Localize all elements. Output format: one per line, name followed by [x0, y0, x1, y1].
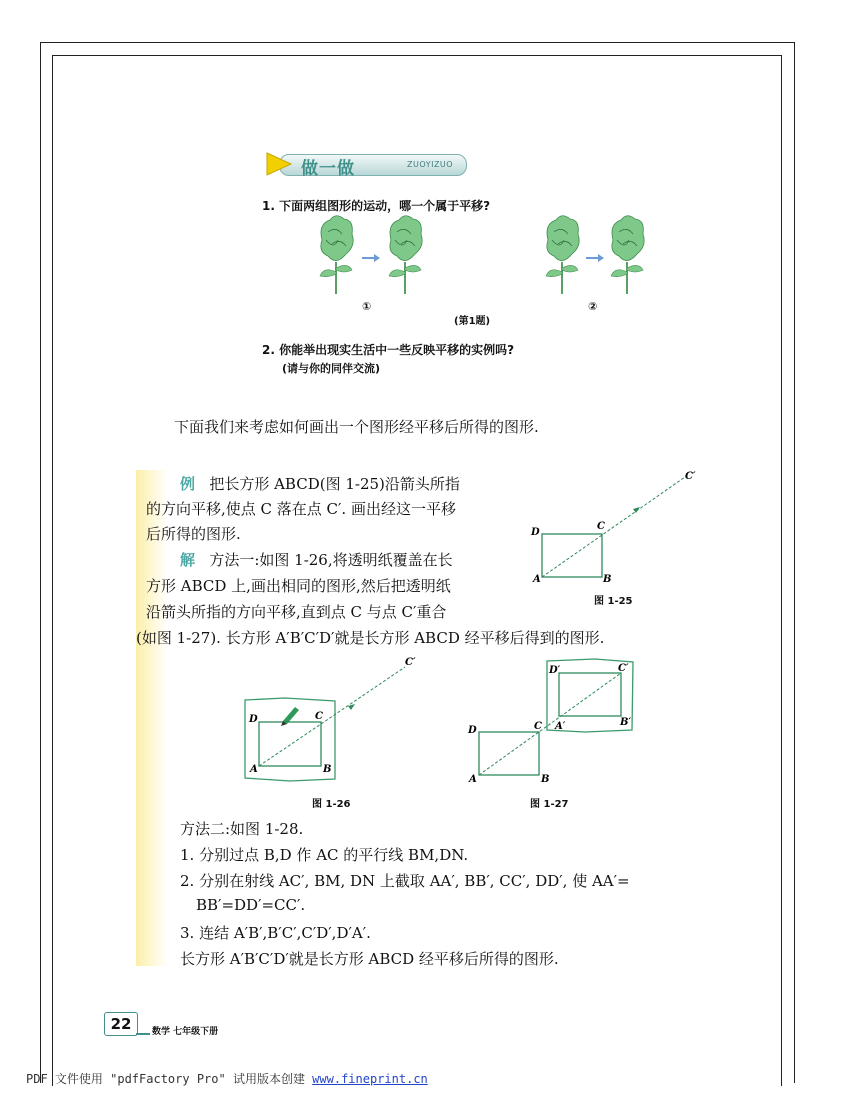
- example-highlight: [136, 470, 168, 966]
- label-b: B: [541, 774, 550, 785]
- exercise-question-1: 1. 下面两组图形的运动，哪一个属于平移?: [262, 199, 491, 213]
- solution-line-2: 方形 ABCD 上,画出相同的图形,然后把透明纸: [146, 577, 451, 595]
- intro-text: 下面我们来考虑如何画出一个图形经平移后所得的图形.: [174, 418, 539, 436]
- label-b-prime: B′: [620, 717, 632, 728]
- label-a-prime: A′: [555, 721, 566, 732]
- label-d: D: [468, 725, 477, 736]
- figure-1-26: [235, 655, 435, 785]
- figure-label-1: ①: [362, 300, 372, 313]
- label-c: C: [597, 521, 605, 532]
- flower-2b: [611, 216, 644, 294]
- figure-1-27-caption: 图 1-27: [530, 799, 569, 810]
- method2-step-3: 3. 连结 A′B′,B′C′,C′D′,D′A′.: [180, 924, 371, 942]
- solution-line-4: (如图 1-27). 长方形 A′B′C′D′就是长方形 ABCD 经平移后得到的图形.: [136, 629, 605, 647]
- section-banner: [265, 150, 465, 178]
- right-arrow-icon: [586, 254, 604, 262]
- label-a: A: [250, 764, 258, 775]
- translation-line: [479, 673, 621, 775]
- rectangle-a1b1c1d1: [559, 673, 621, 716]
- label-a: A: [469, 774, 477, 785]
- figure-1-27: [465, 655, 665, 795]
- flower-1a: [320, 216, 353, 294]
- flower-1b: [389, 216, 422, 294]
- method2-step-2b: BB′=DD′=CC′.: [196, 896, 306, 914]
- label-b: B: [603, 574, 612, 585]
- example-line-2: 的方向平移,使点 C 落在点 C′. 画出经这一平移: [146, 500, 456, 518]
- pencil-icon: [281, 707, 299, 726]
- flower-2a: [546, 216, 579, 294]
- label-d-prime: D′: [549, 665, 561, 676]
- pdf-link[interactable]: www.fineprint.cn: [312, 1072, 428, 1086]
- exercise-question-2-note: (请与你的同伴交流): [282, 362, 381, 375]
- solution-line-3: 沿箭头所指的方向平移,直到点 C 与点 C′重合: [146, 603, 447, 621]
- page-number-tab: [136, 1033, 150, 1035]
- label-b: B: [323, 764, 332, 775]
- translation-arrow-line: [542, 477, 685, 577]
- label-c-prime: C′: [618, 663, 629, 674]
- method2-conclusion: 长方形 A′B′C′D′就是长方形 ABCD 经平移后所得的图形.: [180, 950, 559, 968]
- figure-label-2: ②: [588, 300, 598, 313]
- label-d: D: [531, 527, 540, 538]
- example-keyword: 例: [180, 475, 196, 493]
- label-c-prime: C′: [685, 471, 696, 482]
- book-title: 数学 七年级下册: [152, 1027, 219, 1037]
- label-d: D: [249, 714, 258, 725]
- method2-step-1: 1. 分别过点 B,D 作 AC 的平行线 BM,DN.: [180, 846, 469, 864]
- banner-pinyin: ZUOYIZUO: [407, 160, 454, 169]
- label-a: A: [533, 574, 541, 585]
- translation-arrow-line: [259, 667, 405, 766]
- right-arrow-icon: [362, 254, 380, 262]
- solution-keyword: 解: [180, 551, 196, 569]
- figure-1-26-caption: 图 1-26: [312, 799, 351, 810]
- example-line-3: 后所得的图形.: [146, 525, 241, 543]
- label-c: C: [534, 721, 542, 732]
- label-c-prime: C′: [405, 657, 416, 668]
- flower-figures: [0, 210, 850, 320]
- solution-line-1: 解 方法一:如图 1-26,将透明纸覆盖在长: [180, 551, 453, 569]
- label-c: C: [315, 711, 323, 722]
- figure-1-25-caption: 图 1-25: [594, 596, 633, 607]
- banner-title: 做一做: [301, 159, 355, 179]
- figure-1-25: [525, 465, 705, 595]
- method2-step-2a: 2. 分别在射线 AC′, BM, DN 上截取 AA′, BB′, CC′, DD′, 使 AA′=: [180, 872, 630, 890]
- example-line-1: 例 把长方形 ABCD(图 1-25)沿箭头所指: [180, 475, 460, 493]
- play-arrow-icon: [265, 150, 295, 178]
- method2-title: 方法二:如图 1-28.: [180, 820, 304, 838]
- page-number: 22: [104, 1012, 138, 1036]
- exercise-question-2: 2. 你能举出现实生活中一些反映平移的实例吗?: [262, 343, 515, 357]
- exercise-caption: (第1题): [454, 316, 491, 327]
- arrowhead-icon: [348, 704, 355, 710]
- pdf-watermark-note: PDF 文件使用 "pdfFactory Pro" 试用版本创建 www.fineprint.cn: [26, 1072, 428, 1086]
